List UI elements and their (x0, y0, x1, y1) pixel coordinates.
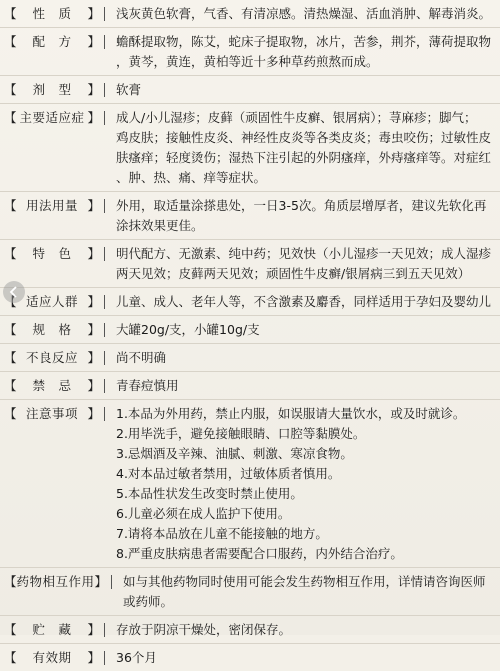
spec-value-line: 肤瘙痒；轻度烫伤；湿热下注引起的外阴瘙痒，外痔瘙痒等。对症红 (116, 150, 492, 165)
spec-label-text: 药物相互作用 (16, 574, 95, 589)
bracket-open: 【 (4, 574, 17, 589)
spec-row (0, 288, 500, 316)
spec-row (0, 316, 500, 344)
spec-row (0, 240, 500, 288)
spec-label-text: 规 格 (32, 322, 72, 337)
chevron-left-icon (9, 286, 19, 298)
spec-value-line: 软膏 (116, 82, 142, 97)
spec-value-line: 儿童、成人、老年人等，不含激素及麝香，同样适用于孕妇及婴幼儿 (116, 294, 492, 309)
spec-label (0, 320, 104, 340)
spec-value (117, 572, 500, 612)
spec-label (0, 80, 104, 100)
spec-value (110, 620, 500, 640)
spec-value-line: ，黄芩，黄连，黄柏等近十多种草药煎熬而成。 (116, 54, 379, 69)
bracket-close: 】 (87, 6, 100, 21)
spec-value-line: 青春痘慎用 (116, 378, 179, 393)
spec-value-line: 浅灰黄色软膏，气香、有清凉感。清热燥湿、活血消肿、解毒消炎。 (116, 6, 492, 21)
bracket-close: 】 (94, 574, 108, 589)
spec-value-line: 6.儿童必须在成人监护下使用。 (116, 506, 291, 521)
spec-value (110, 80, 500, 100)
bracket-open: 【 (4, 622, 17, 637)
spec-value-line: 鸡皮肤；接触性皮炎、神经性皮炎等各类皮炎；毒虫咬伤；过敏性皮 (116, 130, 492, 145)
spec-value-line: 36个月 (116, 650, 157, 665)
spec-label-text: 禁 忌 (32, 378, 72, 393)
bracket-open: 【 (4, 198, 17, 213)
spec-value-line: 明代配方、无激素、纯中药；见效快（小儿湿疹一天见效；成人湿疹 (116, 246, 492, 261)
spec-label-text: 特 色 (32, 246, 72, 261)
spec-label (0, 572, 111, 592)
spec-value-line: 7.请将本品放在儿童不能接触的地方。 (116, 526, 328, 541)
spec-value-line: 存放于阴凉干燥处，密闭保存。 (116, 622, 292, 637)
spec-value (110, 648, 500, 668)
spec-value-line: 8.严重皮肤病患者需要配合口服药，内外结合治疗。 (116, 546, 403, 561)
spec-value-line: 3.忌烟酒及辛辣、油腻、刺激、寒凉食物。 (116, 446, 353, 461)
spec-value (110, 376, 500, 396)
bracket-open: 【 (4, 82, 17, 97)
spec-value (110, 348, 500, 368)
spec-label-text: 贮 藏 (32, 622, 72, 637)
spec-row (0, 76, 500, 104)
spec-label-text: 用法用量 (25, 198, 78, 213)
bracket-close: 】 (87, 246, 100, 261)
spec-label (0, 404, 104, 424)
spec-value (110, 244, 500, 284)
bracket-close: 】 (87, 350, 100, 365)
spec-value-line: 4.对本品过敏者禁用，过敏体质者慎用。 (116, 466, 341, 481)
spec-value-line: 成人/小儿湿疹；皮藓（顽固性牛皮癣、银屑病）；荨麻疹；脚气； (116, 110, 477, 125)
spec-label-text: 性 质 (32, 6, 72, 21)
spec-row (0, 28, 500, 76)
spec-value-line: 涂抹效果更佳。 (116, 218, 204, 233)
spec-row (0, 616, 500, 644)
bracket-open: 【 (4, 110, 17, 125)
spec-value-line: 1.本品为外用药，禁止内服，如误服请大量饮水，或及时就诊。 (116, 406, 466, 421)
bracket-close: 】 (87, 378, 100, 393)
spec-value (110, 4, 500, 24)
spec-label-text: 主要适应症 (19, 110, 85, 125)
spec-row (0, 0, 500, 28)
spec-label (0, 348, 104, 368)
spec-value-line: 2.用毕洗手，避免接触眼睛、口腔等黏膜处。 (116, 426, 366, 441)
spec-value-line: 外用，取适量涂搽患处，一日3-5次。角质层增厚者，建议先软化再 (116, 198, 487, 213)
bracket-open: 【 (4, 34, 17, 49)
bracket-open: 【 (4, 350, 17, 365)
spec-value-line: 两天见效；皮藓两天见效；顽固性牛皮癣/银屑病三到五天见效） (116, 266, 471, 281)
spec-value (110, 196, 500, 236)
spec-row (0, 400, 500, 568)
spec-label (0, 196, 104, 216)
spec-label (0, 244, 104, 264)
spec-value (110, 320, 500, 340)
spec-label-text: 注意事项 (25, 406, 78, 421)
bracket-open: 【 (4, 378, 17, 393)
spec-value-line: 或药师。 (123, 594, 174, 609)
previous-image-button[interactable] (3, 281, 25, 303)
spec-row (0, 568, 500, 616)
bracket-close: 】 (87, 294, 100, 309)
bracket-open: 【 (4, 322, 17, 337)
spec-label (0, 648, 104, 668)
spec-row (0, 344, 500, 372)
bracket-open: 【 (4, 650, 17, 665)
spec-value-line: 、肿、热、痛、痒等症状。 (116, 170, 267, 185)
bracket-close: 】 (87, 82, 100, 97)
bracket-close: 】 (87, 322, 100, 337)
spec-label-text: 不良反应 (25, 350, 78, 365)
spec-value (110, 292, 500, 312)
bracket-close: 】 (87, 406, 100, 421)
bracket-close: 】 (87, 198, 100, 213)
spec-row (0, 372, 500, 400)
spec-row (0, 104, 500, 192)
bracket-open: 【 (4, 246, 17, 261)
spec-value-line: 5.本品性状发生改变时禁止使用。 (116, 486, 303, 501)
spec-label (0, 376, 104, 396)
bracket-open: 【 (4, 294, 17, 309)
bracket-open: 【 (4, 6, 17, 21)
spec-label-text: 适应人群 (25, 294, 78, 309)
spec-label (0, 32, 104, 52)
spec-value (110, 108, 500, 188)
spec-label-text: 配 方 (32, 34, 72, 49)
spec-value (110, 404, 500, 564)
spec-label (0, 4, 104, 24)
spec-label (0, 108, 104, 128)
spec-label (0, 620, 104, 640)
spec-value (110, 32, 500, 72)
bracket-close: 】 (87, 34, 100, 49)
bracket-close: 】 (87, 110, 100, 125)
bracket-open: 【 (4, 406, 17, 421)
spec-value-line: 如与其他药物同时使用可能会发生药物相互作用，详情请咨询医师 (123, 574, 486, 589)
spec-value-line: 蟾酥提取物，陈艾，蛇床子提取物，冰片，苦参，荆芥，薄荷提取物 (116, 34, 492, 49)
bracket-close: 】 (87, 650, 100, 665)
bracket-close: 】 (87, 622, 100, 637)
spec-value-line: 大罐20g/支，小罐10g/支 (116, 322, 260, 337)
spec-row (0, 644, 500, 671)
spec-label-text: 剂 型 (32, 82, 72, 97)
spec-row (0, 192, 500, 240)
spec-label-text: 有效期 (32, 650, 72, 665)
spec-value-line: 尚不明确 (116, 350, 167, 365)
